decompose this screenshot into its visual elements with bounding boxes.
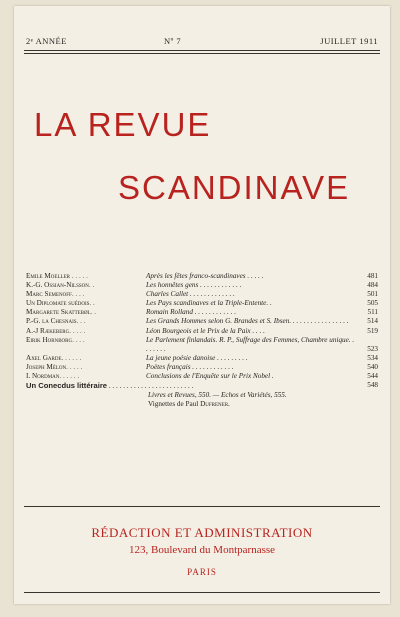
toc-page: 505 xyxy=(367,299,378,308)
toc-article: Romain Rolland . . . . . . . . . . . . xyxy=(146,308,237,317)
title-line-2: SCANDINAVE xyxy=(118,169,351,206)
toc-article: Conclusions de l'Enquête sur le Prix Nobel . xyxy=(146,372,274,381)
toc-row xyxy=(26,290,378,299)
toc-row xyxy=(26,317,378,326)
issue-number: Nº 7 xyxy=(164,36,182,46)
toc-page: 514 xyxy=(367,317,378,326)
toc-row xyxy=(26,327,378,336)
toc-author: Eirik Hornborg. . . . xyxy=(26,335,85,344)
magazine-cover xyxy=(14,6,390,604)
header-rule-double xyxy=(24,53,380,54)
toc-row xyxy=(26,299,378,308)
vignettes-credit: Vignettes de Paul Dufrener. xyxy=(148,400,230,409)
redaction-heading: RÉDACTION ET ADMINISTRATION xyxy=(91,525,313,540)
toc-page: 481 xyxy=(367,272,378,280)
toc-page: 523 xyxy=(367,344,378,353)
toc-page: 501 xyxy=(367,290,378,299)
issue-year: 2ᵉ ANNÉE xyxy=(26,36,67,46)
toc-author: I. Nordman. . . . . . xyxy=(26,372,80,381)
toc-article: Poètes français . . . . . . . . . . . . xyxy=(146,362,234,371)
toc-page: 534 xyxy=(367,353,378,362)
city-line: PARIS xyxy=(187,567,217,577)
toc-article: Charles Callet . . . . . . . . . . . . . xyxy=(146,290,235,299)
title-line-1: LA REVUE xyxy=(34,106,212,143)
toc-author: K.-G. Ossian-Nilsson. . xyxy=(26,281,95,290)
toc-row xyxy=(26,372,378,381)
toc-row xyxy=(26,281,378,290)
toc-author: Margarete Skattebøl. . xyxy=(26,308,97,317)
toc-page: 519 xyxy=(367,326,378,335)
toc-article: Les Pays scandinaves et la Triple-Entente. . xyxy=(146,299,272,308)
table-of-contents xyxy=(26,272,378,409)
toc-author: Marc Semenoff. . . . xyxy=(26,290,85,299)
litterature-entry: Un Conecdus littéraire . . . . . . . . . . . . . . . . . . . . . . . . xyxy=(26,381,194,391)
toc-row xyxy=(26,336,378,354)
toc-author: Axel Garde. . . . . . xyxy=(26,353,82,362)
toc-author: Joseph Mélon. . . . . xyxy=(26,362,83,371)
toc-author: Un Diplomate suédois. . xyxy=(26,299,95,308)
toc-page: 540 xyxy=(367,362,378,371)
toc-row xyxy=(26,363,378,372)
toc-page: 484 xyxy=(367,281,378,290)
toc-author: Emile Moeller . . . . . xyxy=(26,272,88,280)
toc-page: 548 xyxy=(367,381,378,390)
header-rule xyxy=(24,50,380,51)
footer-rule xyxy=(24,506,380,507)
toc-article: La jeune poésie danoise . . . . . . . . . xyxy=(146,353,248,362)
toc-author: P.-G. la Chesnais. . . xyxy=(26,317,86,326)
issue-header xyxy=(14,28,390,48)
toc-subline: Livres et Revues, 550. — Echos et Variétés, 555. xyxy=(148,391,287,400)
toc-row xyxy=(26,308,378,317)
toc-page: 511 xyxy=(367,308,378,317)
issue-date: JUILLET 1911 xyxy=(320,36,378,46)
toc-article: Léon Bourgeois et le Prix de la Paix . . . . xyxy=(146,326,265,335)
address-line: 123, Boulevard du Montparnasse xyxy=(128,544,276,556)
toc-article: Le Parlement finlandais. R. P., Suffrage des Femmes, Chambre unique. . . . . . . . xyxy=(146,335,355,353)
toc-page: 544 xyxy=(367,372,378,381)
toc-article: Les Grands Hommes selon G. Brandes et S. Ibsen. . . . . . . . . . . . . . . . . xyxy=(146,317,349,326)
toc-article: Après les fêtes franco-scandinaves . . . . . xyxy=(146,272,264,280)
toc-row xyxy=(26,354,378,363)
bottom-rule xyxy=(24,592,380,593)
toc-row-litterature xyxy=(26,381,378,391)
toc-author: A.-J Rækeberg. . . . . xyxy=(26,326,86,335)
toc-article: Les honnêtes gens . . . . . . . . . . . . xyxy=(146,281,242,290)
toc-row xyxy=(26,272,378,281)
